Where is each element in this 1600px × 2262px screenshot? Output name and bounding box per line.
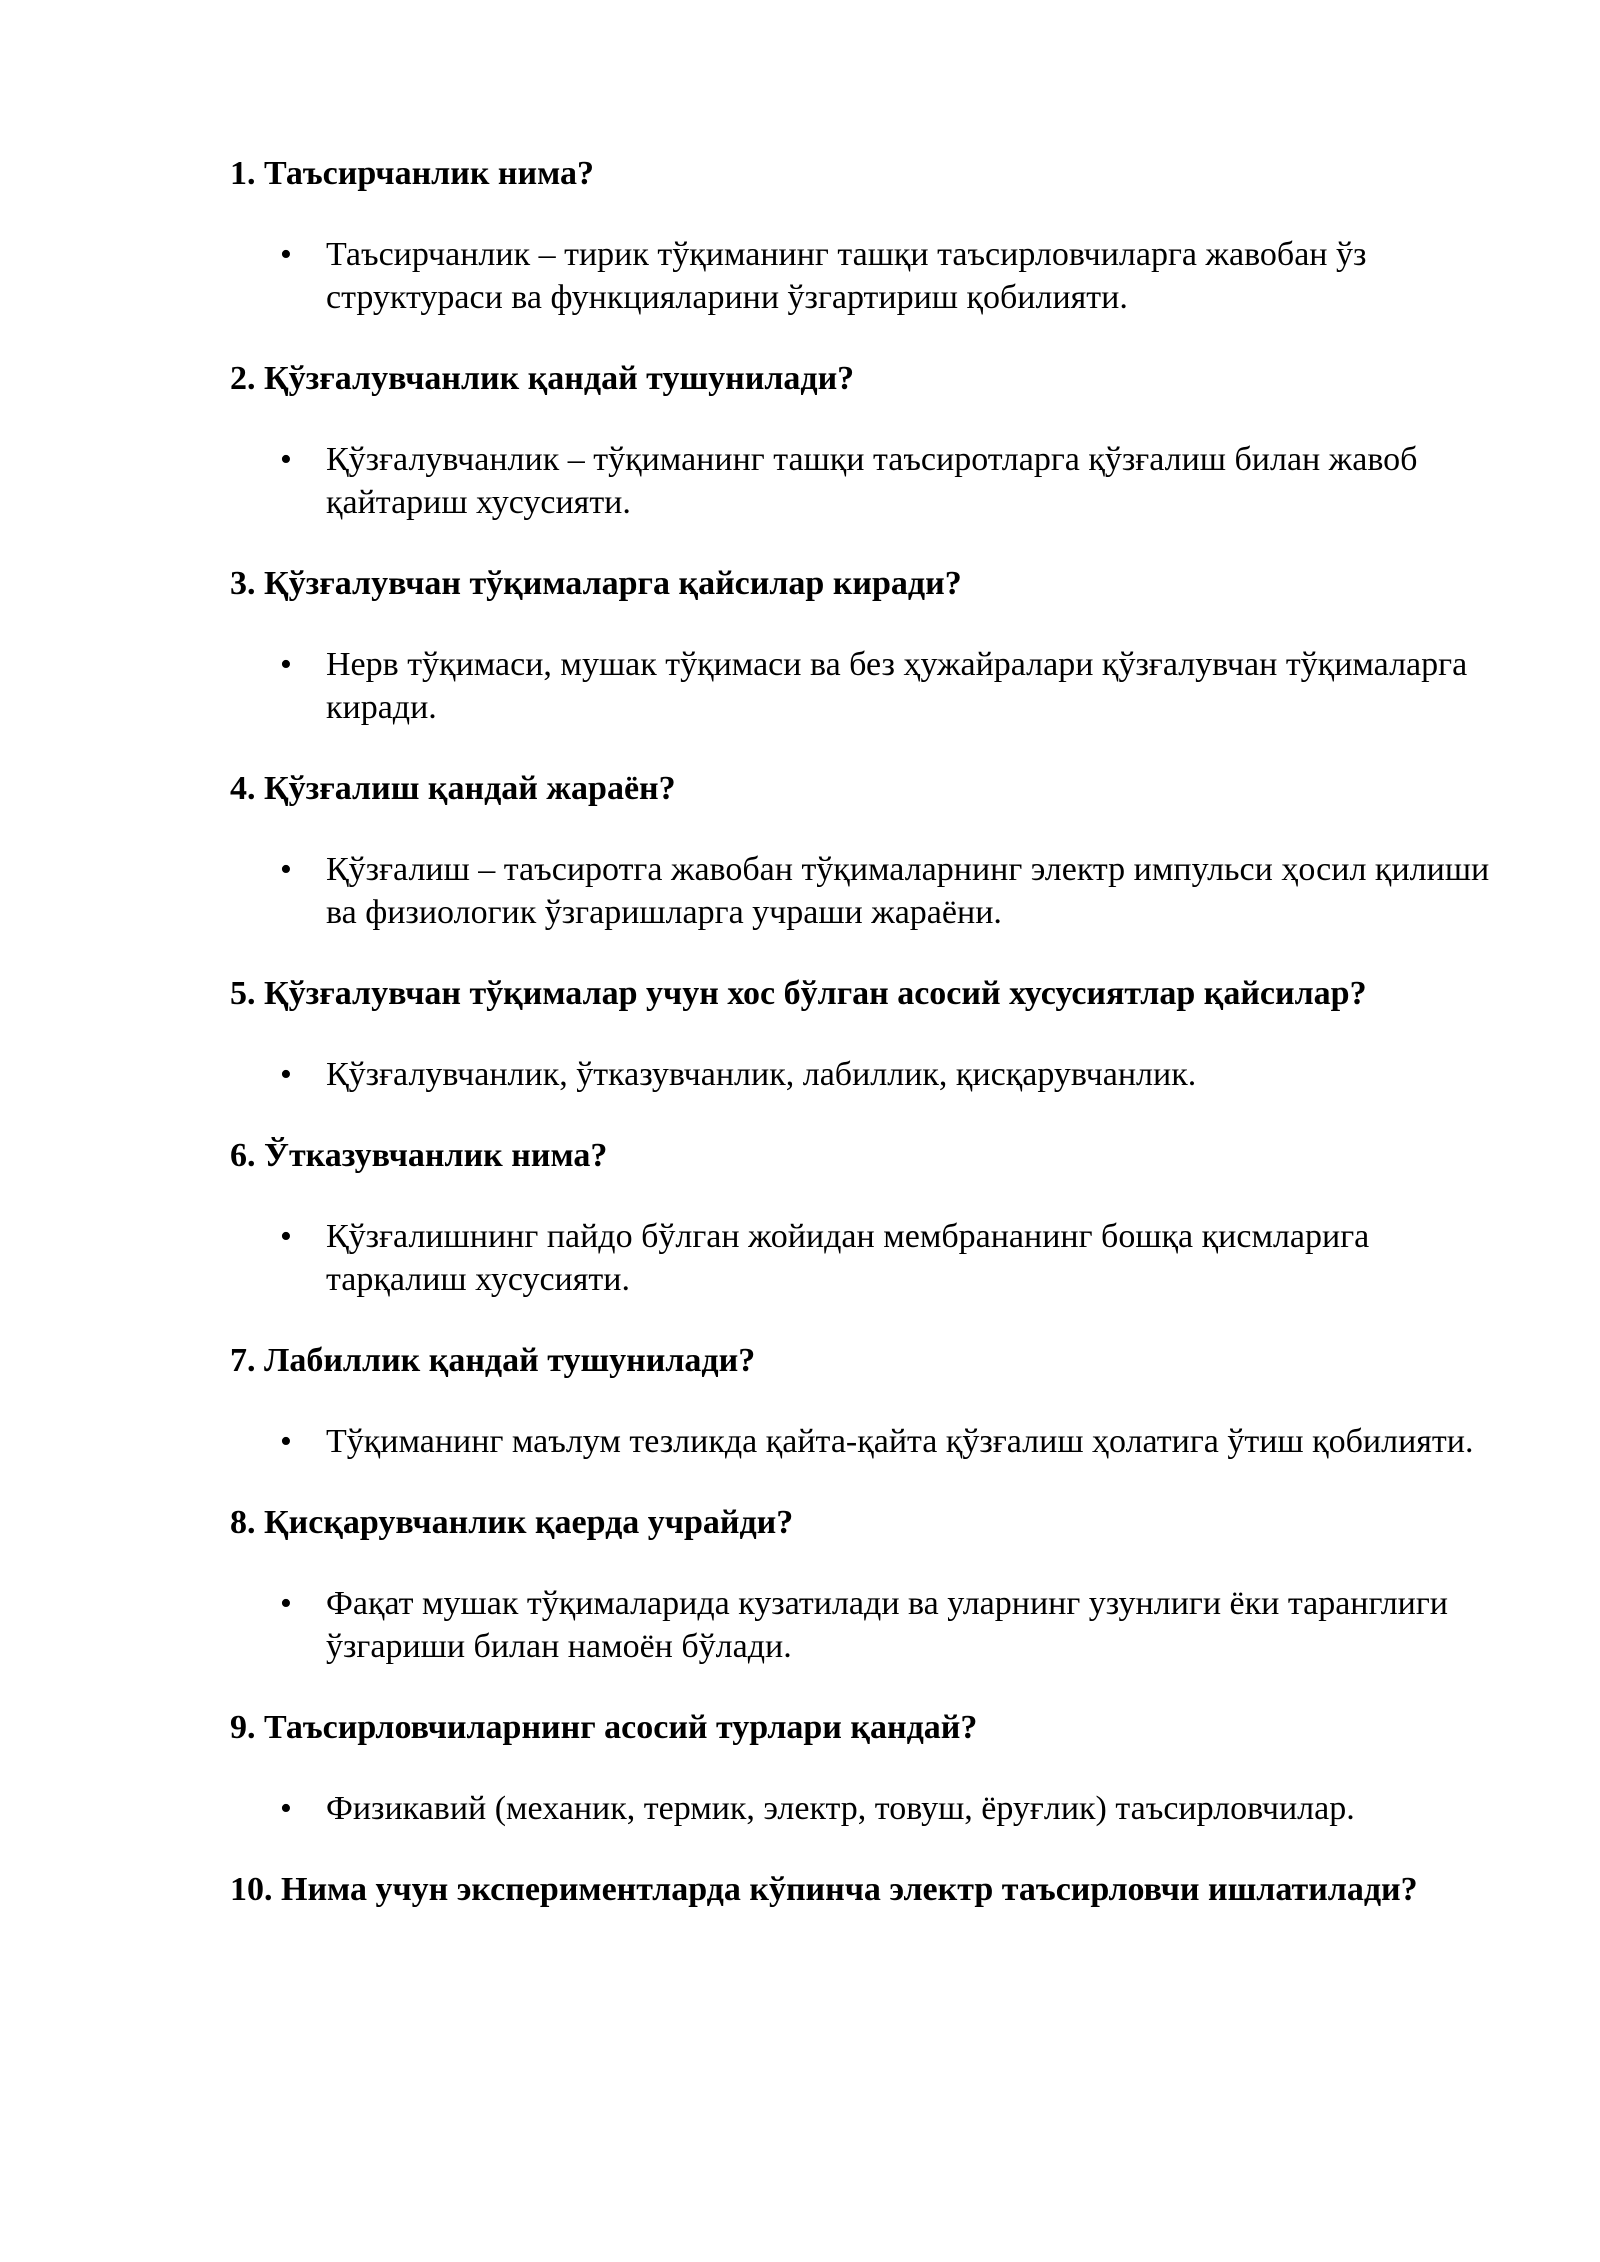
answer-text: Қўзғалувчанлик – тўқиманинг ташқи таъсиротларга қўзғалиш билан жавоб қайтариш хусусияти.	[326, 441, 1418, 521]
answer-list	[230, 848, 1510, 934]
bullet-icon: •	[280, 1056, 292, 1093]
answer-list	[230, 1787, 1510, 1830]
answer-item	[230, 1787, 1510, 1830]
answer-list	[230, 1420, 1510, 1463]
answer-item	[230, 1215, 1510, 1301]
answer-text: Нерв тўқимаси, мушак тўқимаси ва без ҳужайралари қўзғалувчан тўқималарга киради.	[326, 646, 1468, 726]
answer-text: Қўзғалиш – таъсиротга жавобан тўқималарнинг электр импульси ҳосил қилиши ва физиологик ўзгаришларга учраши жараёни.	[326, 851, 1490, 931]
answer-item	[230, 438, 1510, 524]
answer-item	[230, 643, 1510, 729]
question-heading: 1. Таъсирчанлик нима?	[230, 155, 595, 192]
question-heading: 4. Қўзғалиш қандай жараён?	[230, 770, 676, 807]
answer-item	[230, 1582, 1510, 1668]
answer-list	[230, 1053, 1510, 1096]
answer-text: Фақат мушак тўқималарида кузатилади ва уларнинг узунлиги ёки таранглиги ўзгариши билан намоён бўлади.	[326, 1585, 1448, 1665]
answer-item	[230, 848, 1510, 934]
question-heading: 2. Қўзғалувчанлик қандай тушунилади?	[230, 360, 855, 397]
bullet-icon: •	[280, 1218, 292, 1255]
bullet-icon: •	[280, 441, 292, 478]
question-heading: 5. Қўзғалувчан тўқималар учун хос бўлган асосий хусусиятлар қайсилар?	[230, 975, 1367, 1012]
answer-list	[230, 233, 1510, 319]
bullet-icon: •	[280, 646, 292, 683]
bullet-icon: •	[280, 1423, 292, 1460]
question-heading: 3. Қўзғалувчан тўқималарга қайсилар киради?	[230, 565, 962, 602]
answer-text: Физикавий (механик, термик, электр, товуш, ёруғлик) таъсирловчилар.	[326, 1790, 1355, 1827]
question-heading: 8. Қисқарувчанлик қаерда учрайди?	[230, 1504, 794, 1541]
question-heading: 7. Лабиллик қандай тушунилади?	[230, 1342, 756, 1379]
question-heading: 6. Ўтказувчанлик нима?	[230, 1137, 608, 1174]
question-heading: 10. Нима учун экспериментларда кўпинча электр таъсирловчи ишлатилади?	[230, 1871, 1418, 1908]
document-content	[230, 152, 1510, 1911]
question-heading: 9. Таъсирловчиларнинг асосий турлари қандай?	[230, 1709, 978, 1746]
answer-text: Қўзғалувчанлик, ўтказувчанлик, лабиллик, қисқарувчанлик.	[326, 1056, 1197, 1093]
bullet-icon: •	[280, 851, 292, 888]
answer-item	[230, 1053, 1510, 1096]
bullet-icon: •	[280, 1790, 292, 1827]
answer-list	[230, 1215, 1510, 1301]
answer-list	[230, 643, 1510, 729]
bullet-icon: •	[280, 1585, 292, 1622]
bullet-icon: •	[280, 236, 292, 273]
answer-text: Тўқиманинг маълум тезликда қайта-қайта қўзғалиш ҳолатига ўтиш қобилияти.	[326, 1423, 1474, 1460]
answer-text: Қўзғалишнинг пайдо бўлган жойидан мембрананинг бошқа қисмларига тарқалиш хусусияти.	[326, 1218, 1370, 1298]
answer-list	[230, 1582, 1510, 1668]
answer-list	[230, 438, 1510, 524]
answer-item	[230, 1420, 1510, 1463]
answer-item	[230, 233, 1510, 319]
answer-text: Таъсирчанлик – тирик тўқиманинг ташқи таъсирловчиларга жавобан ўз структураси ва функцияларини ўзгартириш қобилияти.	[326, 236, 1367, 316]
